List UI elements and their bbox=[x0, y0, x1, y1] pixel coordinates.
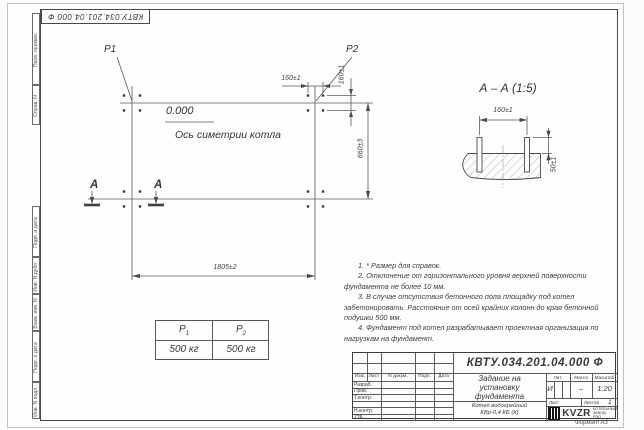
strip-box-vzam-inv bbox=[32, 294, 40, 331]
load-point-p2-label: P2 bbox=[346, 44, 359, 55]
logo-caption: КОТЕЛЬНЫЙ ЗАВОД РЭП bbox=[592, 406, 617, 420]
strip-label: Справ. N bbox=[33, 95, 39, 117]
note-line: 4. Фундамент под котел разрабатывает проектная организация по нагрузкам на фундамент. bbox=[344, 323, 599, 343]
title-block bbox=[352, 352, 616, 419]
loads-table-value-p2: 500 кг bbox=[226, 344, 256, 355]
lit-header: Лит. bbox=[553, 374, 563, 380]
title-block-designation: КВТУ.034.201.04.000 Ф bbox=[466, 357, 604, 369]
row-nkontr: Н.контр. bbox=[354, 407, 374, 414]
dim-160-vertical: 160±1 bbox=[338, 64, 346, 85]
strip-label: Подп. и дата bbox=[33, 342, 39, 373]
lit-value: И bbox=[547, 384, 553, 393]
dim-660: 660±3 bbox=[357, 138, 365, 159]
strip-box-sprav-n bbox=[32, 85, 40, 125]
loads-table-value-p1: 500 кг bbox=[169, 344, 199, 355]
strip-box-inv-podl bbox=[32, 382, 40, 419]
doc-title: Задание на установку фундамента bbox=[474, 375, 525, 401]
loads-table bbox=[155, 320, 269, 360]
col-podp: Подп. bbox=[418, 374, 431, 379]
sheets-label: Листов bbox=[584, 399, 599, 405]
sheets-value: 1 bbox=[608, 398, 612, 406]
row-razrab: Разраб. bbox=[354, 381, 373, 388]
strip-label: Подп. и дата bbox=[33, 217, 39, 248]
load-point-p1-label: P1 bbox=[104, 44, 117, 55]
section-letter-right: А bbox=[154, 179, 163, 191]
top-designation-stamp bbox=[41, 9, 150, 24]
strip-box-inv-dubl bbox=[32, 257, 40, 294]
section-dim-50: 50±1 bbox=[550, 156, 558, 173]
note-line: 2. Отклонение от горизонтального уровня верхней поверхности фундамента не более 10 мм. bbox=[344, 271, 587, 291]
row-utv: Утв. bbox=[354, 414, 364, 421]
stamp-designation-text: КВТУ.034.201.04.000 Ф bbox=[47, 12, 144, 21]
col-list: Лист bbox=[368, 374, 380, 379]
loads-table-header-p1: $Р_1$ bbox=[178, 324, 189, 337]
section-view-title: А – А (1:5) bbox=[479, 81, 537, 95]
note-line: 3. В случае отсутствия бетонного пола площадку под котел забетонировать. Расстояние от осей крайних колонн до края бетонной подушки 500 мм. bbox=[344, 292, 599, 323]
strip-label: Инв. N подл. bbox=[33, 386, 39, 417]
level-mark: 0.000 bbox=[166, 105, 194, 117]
kvzr-logo-icon bbox=[548, 407, 560, 420]
strip-box-perv-primen bbox=[32, 13, 40, 85]
dim-160-horizontal: 160±1 bbox=[281, 75, 301, 82]
scale-value: 1:20 bbox=[597, 384, 612, 393]
dim-1805: 1805±2 bbox=[213, 264, 237, 271]
mass-header: Масса bbox=[574, 374, 588, 380]
note-line: 1. * Размер для справок. bbox=[358, 261, 442, 270]
loads-table-header-p2: $Р_2$ bbox=[235, 324, 246, 337]
strip-label: Взам. инв. N bbox=[33, 298, 39, 329]
format-label: Формат А3 bbox=[575, 420, 608, 426]
scale-header: Масштаб bbox=[594, 374, 615, 380]
sheet-label: Лист bbox=[549, 399, 559, 405]
col-dokum: N докум. bbox=[388, 374, 408, 379]
row-prov: Пров. bbox=[354, 388, 368, 395]
col-data: Дата bbox=[438, 374, 449, 379]
strip-box-podp-data-1 bbox=[32, 206, 40, 257]
strip-box-podp-data-2 bbox=[32, 331, 40, 382]
strip-label: Инв. N дубл. bbox=[33, 261, 39, 292]
col-izm: Изм. bbox=[354, 374, 366, 379]
row-tkontr: Т.контр. bbox=[354, 394, 373, 401]
logo-text: KVZR bbox=[562, 407, 591, 419]
section-letter-left: А bbox=[90, 179, 99, 191]
notes-block bbox=[344, 261, 614, 344]
mass-value: – bbox=[578, 384, 584, 393]
product-name: Котел водогрейный КВр-0,4 КБ (К) bbox=[471, 403, 528, 416]
section-dim-160: 160±1 bbox=[493, 107, 513, 114]
boiler-symmetry-axis-caption: Ось симетрии котла bbox=[175, 129, 282, 141]
strip-label: Перв. примен. bbox=[33, 32, 39, 68]
